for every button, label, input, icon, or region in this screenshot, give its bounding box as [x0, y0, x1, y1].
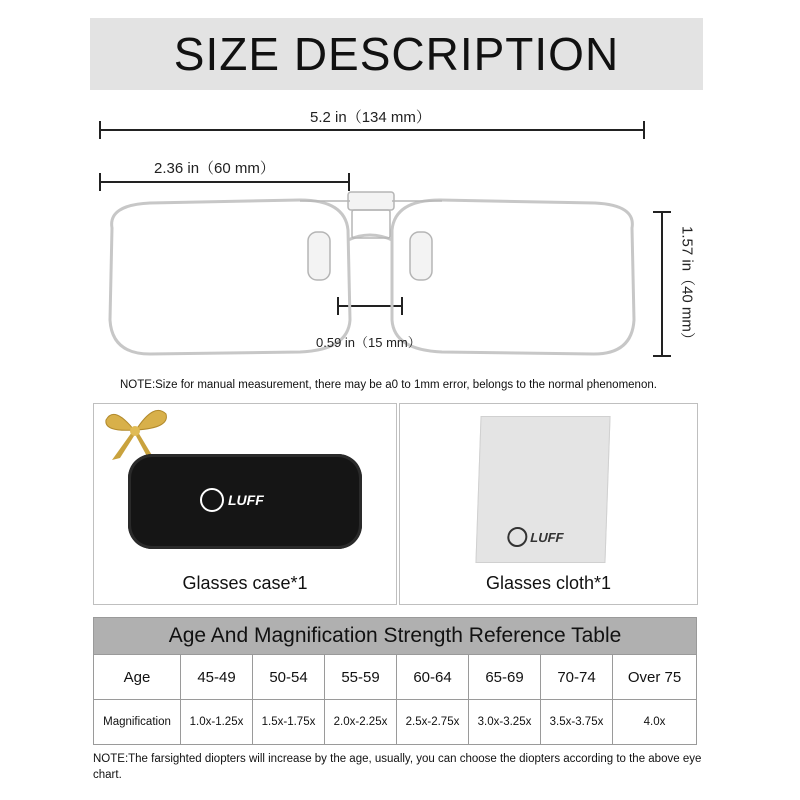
age-cell: 50-54	[253, 655, 325, 700]
luff-logo-icon	[200, 488, 224, 512]
cloth-label: Glasses cloth*1	[485, 573, 612, 593]
age-cell: 45-49	[181, 655, 253, 700]
total-width-label: 5.2 in（134 mm）	[310, 109, 431, 126]
magnification-cell: 1.0x-1.25x	[181, 700, 253, 745]
lens-height-label: 1.57 in（40 mm）	[678, 226, 696, 347]
lens-width-label: 2.36 in（60 mm）	[154, 160, 275, 177]
table-row-magnification	[94, 700, 697, 745]
bridge-width-label: 0.59 in（15 mm）	[316, 335, 421, 350]
glasses-case-image	[128, 454, 362, 549]
magnification-cell: 2.5x-2.75x	[397, 700, 469, 745]
luff-logo-icon-cloth	[507, 527, 528, 547]
case-panel	[93, 403, 397, 605]
table-row-age	[94, 655, 697, 700]
cloth-brand-text: LUFF	[530, 529, 564, 545]
cloth-logo	[507, 527, 564, 547]
age-cell: 55-59	[325, 655, 397, 700]
magnification-cell: 3.5x-3.75x	[541, 700, 613, 745]
age-cell: 60-64	[397, 655, 469, 700]
magnification-cell: 2.0x-2.25x	[325, 700, 397, 745]
magnification-cell: 4.0x	[613, 700, 697, 745]
age-cell: Over 75	[613, 655, 697, 700]
cloth-panel	[399, 403, 698, 605]
magnification-reference-table	[93, 617, 697, 745]
page-title: SIZE DESCRIPTION	[173, 28, 620, 80]
age-cell: 70-74	[541, 655, 613, 700]
title-banner	[90, 18, 703, 90]
magnification-cell: 3.0x-3.25x	[469, 700, 541, 745]
case-brand-text: LUFF	[228, 492, 264, 508]
glasses-frame	[110, 200, 634, 354]
magnification-cell: 1.5x-1.75x	[253, 700, 325, 745]
table-title: Age And Magnification Strength Reference Table	[94, 618, 697, 655]
age-cell: 65-69	[469, 655, 541, 700]
lens-height-line	[653, 212, 671, 356]
diopter-note: NOTE:The farsighted diopters will increase by the age, usually, you can choose the diopters according to the above eye chart.	[93, 753, 702, 781]
glasses-cloth-image	[475, 416, 610, 563]
magnification-row-label: Magnification	[94, 700, 181, 745]
measurement-note: NOTE:Size for manual measurement, there may be a0 to 1mm error, belongs to the normal phenomenon.	[120, 379, 657, 391]
age-row-label: Age	[94, 655, 181, 700]
case-logo	[200, 488, 264, 512]
case-label: Glasses case*1	[182, 573, 308, 593]
